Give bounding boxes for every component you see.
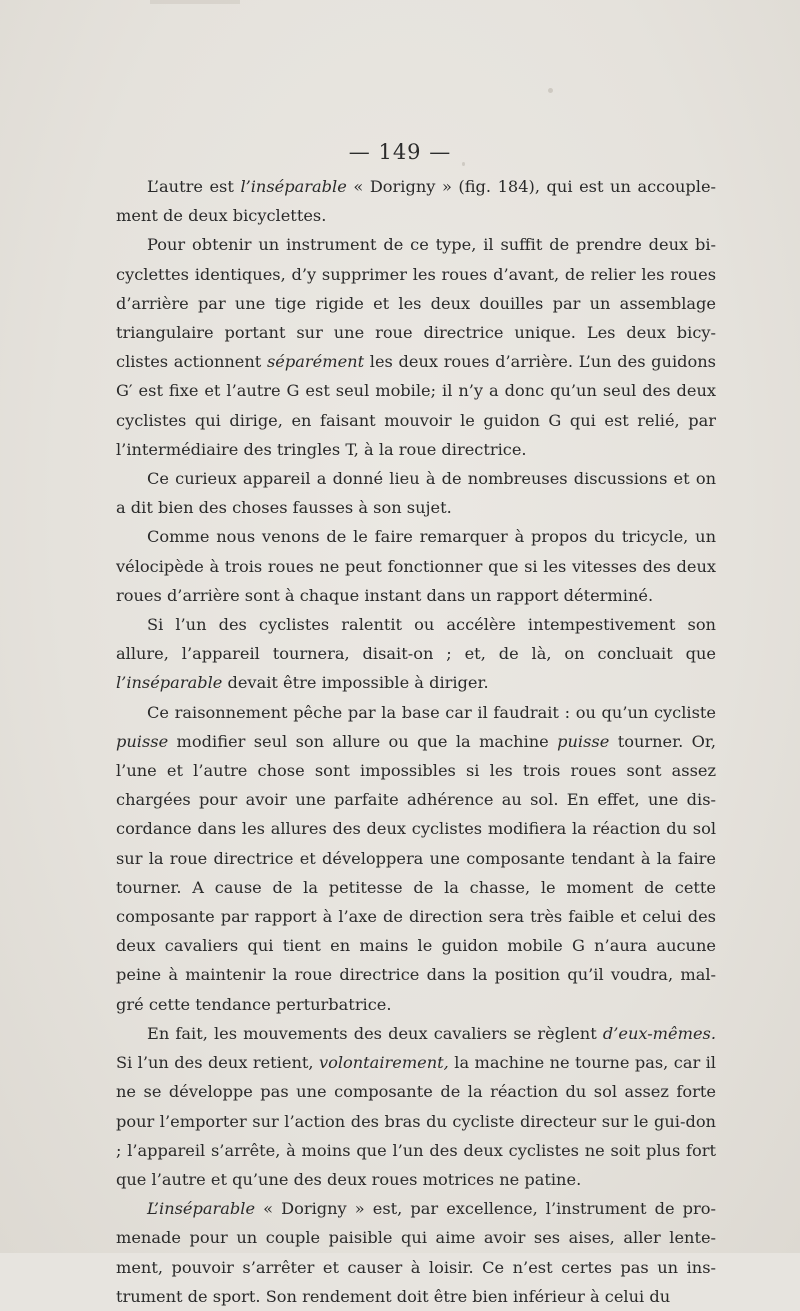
text-run: devait être impossible à diriger. <box>222 673 489 693</box>
page-number: — 149 — <box>348 140 452 164</box>
text-run: Ce raisonnement pêche par la base car il faudrait : ou qu’un cycliste <box>147 702 716 722</box>
text-run: Si l’un des cyclistes ralentit ou accélère intempestivement son allure, l’appareil tournera, disait-on ; et, de là, on concluait que <box>116 615 716 664</box>
paragraph <box>116 464 716 522</box>
italic-run: l’inséparable <box>240 177 347 196</box>
text-run: Comme nous venons de le faire remarquer à propos du tricycle, un vélocipède à trois roues ne peut fonctionner que si les vitesses des deux roues d’arrière sont à chaque instant dans un rapport déterminé. <box>116 527 716 605</box>
text-run: Ce curieux appareil a donné lieu à de nombreuses discussions et on a dit bien des choses fausses à son sujet. <box>116 469 716 518</box>
text-run: « Dorigny » (fig. 184), qui est un accouple-ment de deux bicyclettes. <box>116 177 716 226</box>
text-run: les deux roues d’arrière. L’un des guidons G′ est fixe et l’autre G est seul mobile; il n’y a donc qu’un seul des deux cyclistes qui dirige, en faisant mouvoir le guidon G qui est relié, par l’intermédiaire des tringles T, à la roue directrice. <box>116 352 716 459</box>
italic-run: d’eux-mêmes. <box>602 1023 716 1043</box>
paragraph <box>116 1019 716 1194</box>
text-run: Si l’un des deux retient, <box>116 1053 319 1073</box>
italic-run: L’inséparable <box>147 1199 256 1219</box>
text-run: En fait, les mouvements des deux cavaliers se règlent <box>147 1023 603 1043</box>
paragraph <box>116 610 716 698</box>
italic-run: séparément <box>267 352 365 372</box>
italic-run: puisse <box>116 731 169 751</box>
text-run: la machine ne tourne pas, car il ne se développe pas une composante de la réaction du sol assez forte pour l’emporter sur l’action des bras du cycliste directeur sur le gui-don ; l’appareil s’arrête, à moins que l’un des deux cyclistes ne soit plus fort que l’autre et qu’une des deux roues motrices ne patine. <box>116 1053 716 1189</box>
page-edge-mark <box>150 0 240 4</box>
text-run: modifier seul son allure ou que la machine <box>168 731 558 751</box>
paragraph <box>116 172 716 230</box>
paper-spot <box>548 88 553 93</box>
body-text <box>116 172 716 1311</box>
paragraph <box>116 522 716 610</box>
italic-run: l’inséparable <box>116 673 223 693</box>
italic-run: volontairement, <box>318 1053 449 1073</box>
italic-run: puisse <box>557 731 610 751</box>
text-run: Pour obtenir un instrument de ce type, il suffit de prendre deux bi-cyclettes identiques, d’y supprimer les roues d’avant, de relier les roues d’arrière par une tige rigide et les deux douilles par un assemblage triangulaire portant sur une roue directrice unique. Les deux bicy-clistes actionnent <box>116 235 716 372</box>
text-run: « Dorigny » est, par excellence, l’instrument de pro-menade pour un couple paisible qui aime avoir ses aises, aller lente-ment, pouvoir s’arrêter et causer à loisir. Ce n’est certes pas un ins-trument de sport. Son rendement doit être bien inférieur à celui du <box>116 1199 716 1306</box>
paragraph <box>116 230 716 464</box>
text-run: L’autre est <box>147 177 241 196</box>
paragraph <box>116 698 716 1019</box>
text-run: tourner. Or, l’une et l’autre chose sont impossibles si les trois roues sont assez chargées pour avoir une parfaite adhérence au sol. En effet, une dis-cordance dans les allures des deux cyclistes modifiera la réaction du sol sur la roue directrice et développera une composante tendant à la faire tourner. A cause de la petitesse de la chasse, le moment de cette composante par rapport à l’axe de direction sera très faible et celui des deux cavaliers qui tient en mains le guidon mobile G n’aura aucune peine à maintenir la roue directrice dans la position qu’il voudra, mal-gré cette tendance perturbatrice. <box>116 731 716 1014</box>
